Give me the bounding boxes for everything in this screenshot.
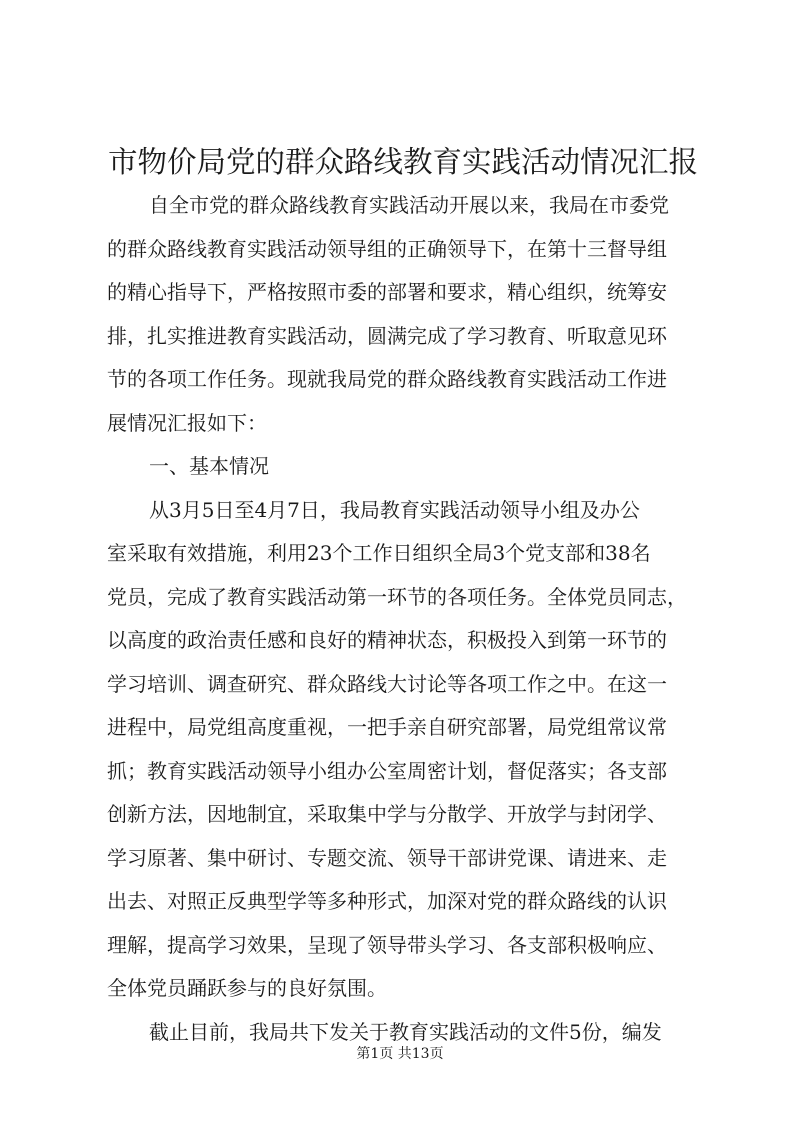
paragraph-line: 截止目前，我局共下发关于教育实践活动的文件5份，编发 (149, 1019, 662, 1044)
paragraph-line: 理解，提高学习效果，呈现了领导带头学习、各支部积极响应、 (107, 932, 667, 957)
paragraph-line: 抓；教育实践活动领导小组办公室周密计划，督促落实；各支部 (107, 758, 667, 783)
paragraph-line: 的群众路线教育实践活动领导组的正确领导下，在第十三督导组 (107, 236, 667, 261)
paragraph-line: 以高度的政治责任感和良好的精神状态，积极投入到第一环节的 (107, 628, 667, 652)
paragraph-line: 节的各项工作任务。现就我局党的群众路线教育实践活动工作进 (107, 367, 667, 391)
paragraph-line: 党员，完成了教育实践活动第一环节的各项任务。全体党员同志， (107, 584, 687, 609)
section-heading: 一、基本情况 (149, 454, 269, 478)
paragraph-line: 室采取有效措施，利用23个工作日组织全局3个党支部和38名 (107, 541, 651, 565)
paragraph-line: 学习培训、调查研究、群众路线大讨论等各项工作之中。在这一 (107, 671, 667, 696)
paragraph-line: 展情况汇报如下： (107, 410, 267, 435)
paragraph-line: 自全市党的群众路线教育实践活动开展以来，我局在市委党 (149, 193, 669, 217)
paragraph-line: 排，扎实推进教育实践活动，圆满完成了学习教育、听取意见环 (107, 323, 667, 348)
paragraph-line: 进程中，局党组高度重视，一把手亲自研究部署，局党组常议常 (107, 715, 667, 739)
paragraph-line: 全体党员踊跃参与的良好氛围。 (107, 976, 387, 1000)
paragraph-line: 从3月5日至4月7日，我局教育实践活动领导小组及办公 (149, 497, 640, 522)
paragraph-line: 学习原著、集中研讨、专题交流、领导干部讲党课、请进来、走 (107, 845, 667, 870)
document-body (107, 184, 707, 1054)
paragraph-line: 出去、对照正反典型学等多种形式，加深对党的群众路线的认识 (107, 889, 667, 913)
document-title: 市物价局党的群众路线教育实践活动情况汇报 (108, 145, 699, 179)
paragraph-line: 的精心指导下，严格按照市委的部署和要求，精心组织，统筹安 (107, 280, 667, 304)
paragraph-line: 创新方法，因地制宜，采取集中学与分散学、开放学与封闭学、 (107, 802, 667, 826)
page-number-footer: 第1页 共13页 (356, 1046, 444, 1062)
